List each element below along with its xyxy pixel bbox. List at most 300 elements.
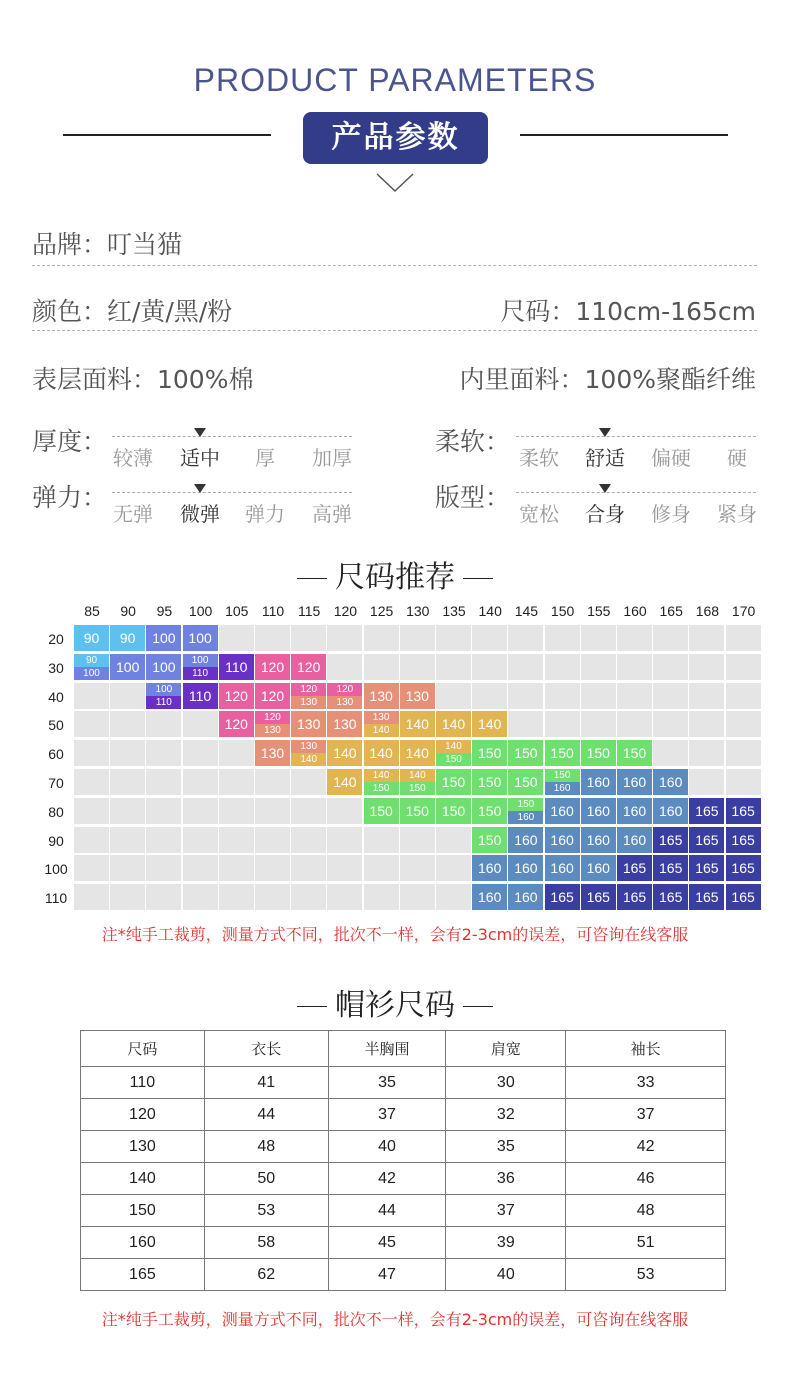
size-cell-label: 165	[731, 802, 755, 819]
size-cell	[146, 769, 181, 795]
table-header-cell: 尺码	[81, 1031, 205, 1067]
size-cell-label: 160	[478, 860, 502, 877]
size-cell	[110, 625, 145, 651]
size-cell	[110, 740, 145, 766]
table-cell: 33	[566, 1067, 726, 1099]
size-cell	[110, 798, 145, 824]
size-cell	[146, 654, 181, 680]
size-cell	[472, 683, 507, 709]
size-cell	[581, 884, 616, 910]
size-cell-label: 140	[408, 770, 426, 781]
thickness-scale-line	[112, 436, 352, 437]
table-cell: 58	[204, 1227, 328, 1259]
size-cell	[146, 855, 181, 881]
size-cell-label: 140	[405, 745, 429, 762]
table-row	[81, 1163, 726, 1195]
size-cell	[183, 769, 218, 795]
table-row	[81, 1067, 726, 1099]
height-header: 95	[156, 603, 173, 619]
brand-text: 品牌：叮当猫	[32, 230, 183, 259]
table-cell: 37	[328, 1099, 446, 1131]
size-cell	[545, 711, 580, 737]
size-cell-label: 120	[260, 687, 285, 704]
size-cell-label: 165	[622, 889, 647, 906]
size-cell	[436, 654, 471, 680]
size-cell	[400, 798, 435, 824]
size-cell	[364, 654, 399, 680]
size-cell-label: 130	[369, 687, 393, 704]
size-cell	[581, 654, 616, 680]
size-cell-label: 100	[152, 630, 176, 646]
size-cell	[74, 855, 109, 881]
size-cell-label: 150	[550, 745, 574, 762]
size-cell	[400, 740, 435, 766]
header-right-line	[520, 134, 728, 136]
size-cell-label: 160	[550, 860, 574, 877]
size-cell	[74, 740, 109, 766]
size-cell-label: 120	[300, 683, 318, 695]
table-header-cell: 衣长	[204, 1031, 328, 1067]
size-cell	[400, 769, 435, 795]
size-cell	[255, 769, 290, 795]
chevron-down-icon	[375, 172, 415, 194]
size-cell-label: 160	[622, 831, 647, 848]
size-cell	[364, 884, 399, 910]
size-cell	[327, 855, 362, 881]
size-cell	[436, 683, 471, 709]
size-cell	[255, 625, 290, 651]
size-cell	[653, 711, 688, 737]
size-cell-label: 165	[695, 802, 719, 819]
size-cell	[617, 740, 652, 766]
table-cell: 110	[81, 1067, 205, 1099]
size-cell	[726, 884, 761, 910]
table-cell: 39	[446, 1227, 566, 1259]
size-cell	[436, 769, 471, 795]
height-header: 125	[369, 603, 394, 619]
size-cell	[255, 798, 290, 824]
weight-header: 30	[48, 659, 64, 676]
size-cell	[689, 654, 724, 680]
size-cell-label: 100	[116, 658, 140, 675]
size-cell-label: 160	[514, 889, 538, 906]
size-cell	[617, 769, 652, 795]
table-cell: 44	[328, 1195, 446, 1227]
size-cell	[255, 855, 290, 881]
size-cell	[581, 827, 616, 853]
size-cell-label: 165	[659, 831, 683, 848]
thickness-option: 较薄	[113, 446, 153, 470]
table-cell: 48	[566, 1195, 726, 1227]
size-cell	[255, 740, 290, 766]
height-header: 155	[587, 603, 611, 619]
elasticity-label: 弹力：	[32, 483, 108, 512]
size-cell	[364, 683, 399, 709]
size-cell-label: 160	[586, 774, 610, 790]
size-cell	[472, 654, 507, 680]
size-cell	[327, 769, 362, 795]
elasticity-option: 高弹	[312, 502, 352, 526]
softness-option: 硬	[727, 446, 747, 470]
size-cell	[508, 798, 543, 824]
size-cell	[617, 827, 652, 853]
size-cell	[255, 827, 290, 853]
header-left-line	[63, 134, 271, 136]
height-header: 160	[623, 603, 647, 619]
table-header-cell: 肩宽	[446, 1031, 566, 1067]
softness-scale-line	[516, 436, 756, 437]
size-cell-label: 130	[372, 712, 390, 724]
size-cell	[436, 855, 471, 881]
size-cell-label: 90	[83, 630, 100, 646]
size-cell	[726, 683, 761, 709]
size-cell	[146, 798, 181, 824]
size-cell-label: 160	[478, 889, 502, 906]
size-cell-label: 165	[550, 889, 574, 906]
size-cell-label: 140	[369, 745, 393, 762]
size-cell-label: 160	[550, 802, 574, 819]
size-cell	[726, 711, 761, 737]
weight-header: 70	[48, 775, 64, 791]
size-cell	[653, 654, 688, 680]
size-cell	[689, 683, 724, 709]
table-cell: 36	[446, 1163, 566, 1195]
table-cell: 40	[328, 1131, 446, 1163]
height-header: 135	[442, 603, 466, 619]
size-cell-label: 160	[586, 802, 610, 819]
size-cell	[653, 740, 688, 766]
size-cell	[400, 855, 435, 881]
size-cell	[508, 855, 543, 881]
size-cell	[472, 884, 507, 910]
size-cell-label: 100	[188, 630, 212, 646]
size-cell-label: 120	[224, 687, 248, 704]
size-cell	[146, 884, 181, 910]
size-cell	[146, 711, 181, 737]
size-cell-label: 165	[586, 889, 610, 906]
size-cell	[508, 654, 543, 680]
size-cell-label: 150	[478, 745, 502, 762]
size-cell	[545, 740, 580, 766]
size-cell	[400, 654, 435, 680]
size-cell	[545, 683, 580, 709]
size-cell	[581, 798, 616, 824]
size-cell-label: 130	[260, 745, 285, 762]
size-cell	[291, 625, 326, 651]
fit-option: 修身	[651, 502, 691, 526]
size-cell-label: 160	[659, 774, 683, 790]
size-cell	[472, 827, 507, 853]
size-cell-label: 165	[731, 831, 755, 848]
size-cell	[581, 769, 616, 795]
size-cell-label: 150	[478, 802, 502, 819]
table-cell: 35	[328, 1067, 446, 1099]
size-cell-label: 130	[300, 741, 318, 753]
size-cell	[74, 884, 109, 910]
size-cell	[653, 884, 688, 910]
size-cell-label: 130	[336, 696, 354, 708]
size-cell	[508, 884, 543, 910]
size-cell	[726, 740, 761, 766]
elasticity-option: 微弹	[180, 502, 220, 526]
size-cell	[689, 740, 724, 766]
height-header: 105	[225, 603, 249, 619]
size-cell-label: 150	[478, 831, 502, 848]
size-cell	[581, 625, 616, 651]
size-cell-label: 165	[695, 831, 719, 848]
size-cell	[146, 740, 181, 766]
size-cell	[219, 711, 254, 737]
size-cell-label: 150	[514, 774, 538, 790]
weight-header: 60	[48, 746, 64, 763]
size-cell	[581, 683, 616, 709]
size-cell-label: 130	[297, 716, 321, 733]
size-cell-label: 160	[550, 831, 574, 848]
size-cell-label: 150	[372, 783, 390, 794]
table-cell: 47	[328, 1259, 446, 1291]
header-en-title: PRODUCT PARAMETERS	[193, 62, 597, 98]
size-cell-label: 160	[517, 811, 535, 823]
size-range-text: 尺码：110cm-165cm	[500, 297, 756, 326]
fit-option: 合身	[585, 502, 625, 526]
size-cell	[291, 769, 326, 795]
hoodie-note: 注*纯手工裁剪，测量方式不同，批次不一样，会有2-3cm的误差，可咨询在线客服	[101, 1310, 689, 1329]
size-cell	[726, 798, 761, 824]
size-cell-label: 140	[445, 741, 462, 753]
table-cell: 40	[446, 1259, 566, 1291]
size-cell	[581, 855, 616, 881]
softness-label: 柔软：	[435, 427, 511, 456]
size-cell	[400, 711, 435, 737]
size-cell	[327, 884, 362, 910]
size-cell-label: 150	[553, 770, 571, 781]
size-cell	[74, 683, 109, 709]
size-cell-label: 160	[622, 774, 647, 790]
size-cell	[327, 827, 362, 853]
size-cell-label: 150	[514, 745, 538, 762]
thickness-option: 加厚	[312, 446, 352, 470]
weight-header: 90	[48, 832, 64, 849]
size-cell	[364, 769, 399, 795]
size-cell	[436, 884, 471, 910]
size-cell	[219, 625, 254, 651]
size-cell	[581, 711, 616, 737]
size-cell	[653, 625, 688, 651]
size-cell	[219, 683, 254, 709]
size-cell	[327, 625, 362, 651]
size-cell-label: 165	[622, 860, 647, 877]
size-cell	[110, 884, 145, 910]
size-cell	[472, 798, 507, 824]
height-header: 165	[659, 603, 683, 619]
size-cell	[545, 827, 580, 853]
size-cell-label: 110	[155, 696, 172, 708]
size-cell	[472, 740, 507, 766]
table-cell: 32	[446, 1099, 566, 1131]
thickness-marker-icon	[194, 428, 206, 437]
size-cell-label: 100	[83, 667, 100, 679]
size-cell-label: 160	[622, 802, 647, 819]
divider	[32, 330, 757, 331]
size-cell	[110, 711, 145, 737]
table-cell: 62	[204, 1259, 328, 1291]
size-cell	[545, 798, 580, 824]
size-cell	[327, 798, 362, 824]
size-cell-label: 140	[333, 745, 357, 762]
size-cell	[327, 654, 362, 680]
size-cell-label: 150	[369, 802, 393, 819]
table-cell: 130	[81, 1131, 205, 1163]
size-cell	[617, 855, 652, 881]
size-cell-label: 140	[333, 774, 357, 790]
size-cell	[219, 827, 254, 853]
size-cell-label: 150	[517, 798, 535, 810]
lining-fabric-text: 内里面料：100%聚酯纤维	[459, 365, 756, 394]
size-cell	[617, 711, 652, 737]
hoodie-size-table	[80, 1030, 726, 1291]
hoodie-size-title: 帽衫尺码	[0, 980, 790, 1024]
size-cell	[508, 769, 543, 795]
table-cell: 53	[204, 1195, 328, 1227]
size-cell	[183, 740, 218, 766]
size-cell	[291, 654, 326, 680]
size-cell	[74, 711, 109, 737]
size-cell-label: 120	[336, 683, 354, 695]
fit-option: 宽松	[519, 502, 559, 526]
size-cell	[472, 711, 507, 737]
size-cell-label: 110	[188, 687, 212, 704]
size-cell	[74, 769, 109, 795]
weight-header: 80	[48, 803, 64, 820]
thickness-label: 厚度：	[32, 427, 108, 456]
size-cell-label: 110	[225, 658, 248, 675]
size-cell	[508, 625, 543, 651]
size-cell	[508, 711, 543, 737]
table-cell: 160	[81, 1227, 205, 1259]
size-cell	[327, 683, 362, 709]
size-cell-label: 90	[85, 654, 98, 666]
size-cell	[617, 654, 652, 680]
size-cell	[146, 683, 181, 709]
size-cell	[255, 683, 290, 709]
size-cell	[110, 769, 145, 795]
fit-marker-icon	[599, 484, 611, 493]
size-cell	[110, 654, 145, 680]
height-header: 150	[550, 603, 575, 619]
size-cell	[436, 740, 471, 766]
size-cell	[400, 884, 435, 910]
size-cell	[617, 884, 652, 910]
size-cell	[183, 625, 218, 651]
size-cell-label: 160	[659, 802, 683, 819]
size-cell	[617, 625, 652, 651]
size-cell	[726, 855, 761, 881]
size-cell-label: 160	[553, 783, 571, 794]
size-cell	[110, 827, 145, 853]
size-cell	[472, 855, 507, 881]
size-cell-label: 140	[441, 716, 466, 733]
size-cell	[545, 654, 580, 680]
table-cell: 48	[204, 1131, 328, 1163]
elasticity-option: 无弹	[113, 502, 153, 526]
table-row	[81, 1195, 726, 1227]
size-cell	[436, 827, 471, 853]
size-cell	[726, 625, 761, 651]
size-cell	[364, 625, 399, 651]
size-cell-label: 160	[514, 860, 538, 877]
fit-scale-line	[516, 492, 756, 493]
size-cell	[183, 884, 218, 910]
softness-option: 偏硬	[651, 446, 691, 470]
table-row	[81, 1259, 726, 1291]
size-cell	[74, 625, 109, 651]
height-header: 130	[406, 603, 430, 619]
size-cell-label: 140	[405, 716, 429, 733]
size-cell	[110, 683, 145, 709]
size-cell	[689, 827, 724, 853]
size-cell	[219, 654, 254, 680]
size-cell-label: 140	[478, 716, 502, 733]
elasticity-option: 弹力	[245, 502, 285, 526]
size-cell	[74, 654, 109, 680]
size-cell	[653, 798, 688, 824]
table-cell: 46	[566, 1163, 726, 1195]
size-cell	[219, 740, 254, 766]
size-cell-label: 130	[264, 725, 281, 737]
size-cell	[653, 827, 688, 853]
height-header: 140	[478, 603, 502, 619]
size-cell-label: 165	[659, 860, 683, 877]
size-cell-label: 150	[441, 774, 466, 790]
size-cell-label: 120	[264, 712, 281, 724]
size-cell	[472, 625, 507, 651]
size-cell	[400, 625, 435, 651]
size-cell	[183, 711, 218, 737]
size-cell	[146, 827, 181, 853]
size-cell	[183, 798, 218, 824]
size-cell	[689, 769, 724, 795]
size-cell-label: 140	[372, 770, 390, 781]
size-cell	[219, 798, 254, 824]
size-cell	[653, 683, 688, 709]
table-header-row	[81, 1031, 726, 1067]
height-header: 168	[695, 603, 720, 619]
size-cell	[183, 855, 218, 881]
size-cell-label: 120	[297, 658, 321, 675]
table-cell: 42	[566, 1131, 726, 1163]
size-cell	[581, 740, 616, 766]
size-cell	[74, 827, 109, 853]
table-cell: 45	[328, 1227, 446, 1259]
size-cell	[110, 855, 145, 881]
weight-header: 110	[44, 890, 68, 907]
height-header: 100	[188, 603, 213, 619]
size-cell	[183, 654, 218, 680]
size-cell	[183, 827, 218, 853]
size-cell	[364, 798, 399, 824]
elasticity-scale-line	[112, 492, 352, 493]
size-cell-label: 140	[300, 754, 318, 766]
height-header: 110	[261, 603, 285, 619]
size-cell	[255, 711, 290, 737]
table-cell: 53	[566, 1259, 726, 1291]
weight-header: 50	[48, 717, 64, 734]
size-cell	[146, 625, 181, 651]
softness-marker-icon	[599, 428, 611, 437]
size-cell	[689, 884, 724, 910]
size-cell	[689, 711, 724, 737]
size-cell-label: 165	[731, 889, 755, 906]
